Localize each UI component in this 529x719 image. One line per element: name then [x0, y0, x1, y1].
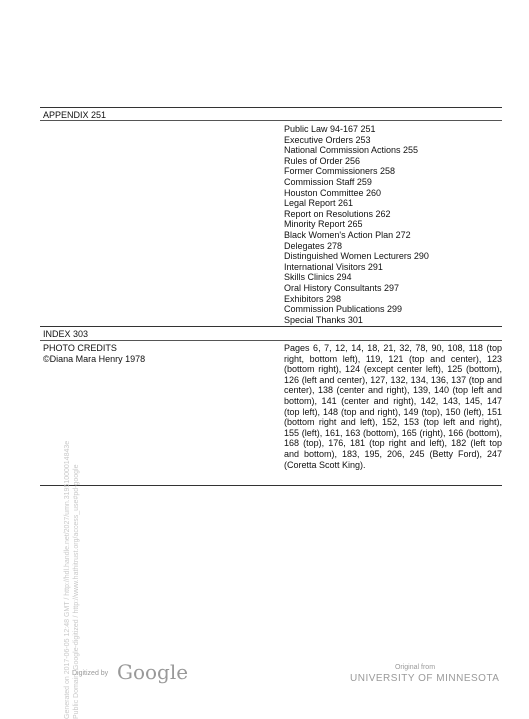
appendix-item: Executive Orders 253: [284, 134, 371, 145]
appendix-item: Rules of Order 256: [284, 155, 361, 166]
hathitrust-watermark: [63, 339, 81, 719]
photo-credits-pages: Pages 6, 7, 12, 14, 18, 21, 32, 78, 90, 108, 118 (top right, bottom left), 119, 121 (top and center), 123 (bottom right), 124 (except center left), 125 (bottom), 126 (left and center), 127, 132, 134, 136, 137 (top and center), 138 (center and right), 139, 140 (top left and bottom), 141 (center and right), 142, 143, 145, 147 (top left), 148 (top and right), 149 (top), 150 (left), 151 (bottom right and left), 152, 153 (top left and right), 155 (left), 161, 163 (bottom), 165 (right), 166 (bottom), 168 (top), 176, 181 (top right and left), 182 (left top and bottom), 183, 195, 206, 245 (Betty Ford), 247 (Coretta Scott King).: [284, 343, 502, 470]
appendix-rule: [40, 120, 502, 121]
appendix-item: Delegates 278: [284, 240, 343, 251]
photo-credits-copyright: ©Diana Mara Henry 1978: [43, 353, 146, 364]
appendix-item: Report on Resolutions 262: [284, 208, 391, 219]
appendix-item: Commission Publications 299: [284, 304, 403, 315]
university-name: UNIVERSITY OF MINNESOTA: [350, 673, 500, 684]
index-top-rule: [40, 326, 502, 327]
watermark-line-2: Public Domain, Google-digitized / http://www.hathitrust.org/access_use#pd-google: [73, 464, 80, 719]
appendix-item: Legal Report 261: [284, 198, 354, 209]
watermark-line-1: Generated on 2017-06-05 12:48 GMT / http://hdl.handle.net/2027/umn.31951000014843e: [64, 440, 71, 719]
appendix-item: Houston Committee 260: [284, 187, 382, 198]
appendix-item: Exhibitors 298: [284, 293, 342, 304]
index-heading: INDEX 303: [43, 329, 89, 339]
appendix-item: Public Law 94-167 251: [284, 124, 376, 134]
index-bottom-rule: [40, 340, 502, 341]
appendix-item: Commission Staff 259: [284, 176, 372, 187]
photo-credits-heading: PHOTO CREDITS: [43, 343, 117, 353]
appendix-item: National Commission Actions 255: [284, 145, 419, 156]
appendix-heading: APPENDIX 251: [43, 110, 107, 120]
appendix-item: Skills Clinics 294: [284, 272, 352, 283]
top-rule: [40, 107, 502, 108]
appendix-list: [284, 124, 429, 325]
digitized-by-label: Digitized by: [72, 670, 109, 677]
appendix-item: International Visitors 291: [284, 261, 383, 272]
original-from-label: Original from: [394, 664, 436, 671]
bottom-rule: [40, 485, 502, 486]
appendix-item: Black Women's Action Plan 272: [284, 229, 411, 240]
google-logo: Google: [117, 660, 189, 684]
appendix-item: Distinguished Women Lecturers 290: [284, 251, 429, 262]
appendix-item: Special Thanks 301: [284, 314, 363, 325]
appendix-item: Former Commissioners 258: [284, 166, 396, 177]
original-from-block: [350, 663, 500, 685]
appendix-item: Oral History Consultants 297: [284, 282, 400, 293]
appendix-item: Minority Report 265: [284, 219, 363, 230]
